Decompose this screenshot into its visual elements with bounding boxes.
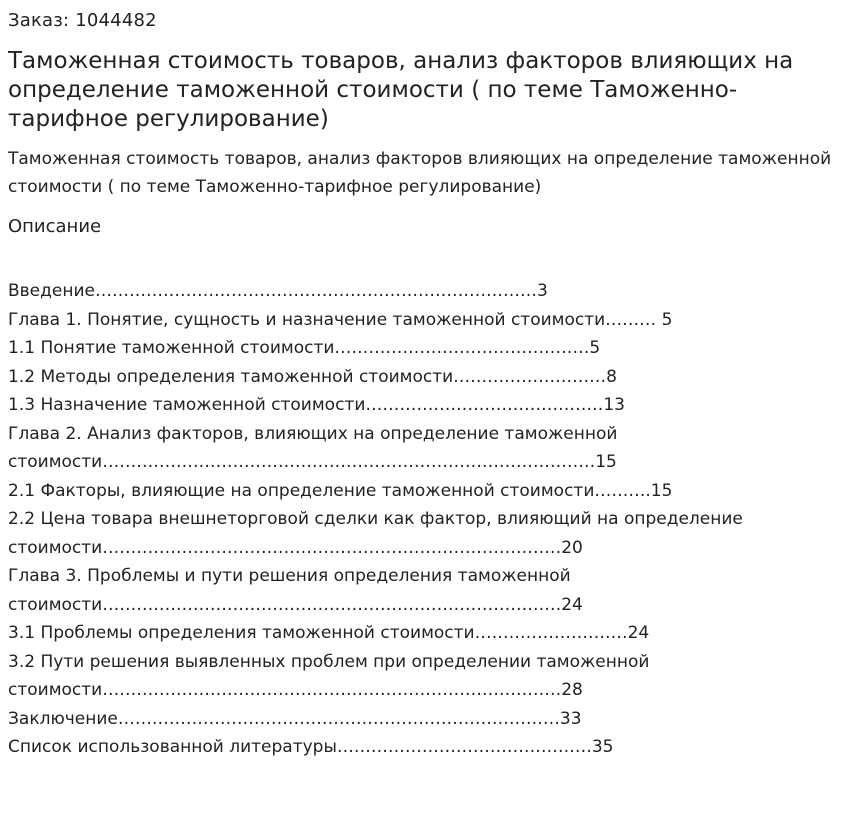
- toc-entry: 3.1 Проблемы определения таможенной стоимости………………………24: [8, 623, 650, 643]
- toc-entry: Глава 1. Понятие, сущность и назначение таможенной стоимости……… 5: [8, 309, 673, 330]
- toc-entry: 1.1 Понятие таможенной стоимости………………………………………5: [8, 338, 601, 358]
- toc-entry: 1.3 Назначение таможенной стоимости……………………………………13: [8, 395, 625, 415]
- page-subtitle: Таможенная стоимость товаров, анализ факторов влияющих на определение таможенной стоимости ( по теме Таможенно-тарифное регулирование): [8, 149, 832, 197]
- toc-entry: Введение……………………………………………………………………3: [8, 281, 548, 301]
- toc-entry: Глава 3. Проблемы и пути решения определения таможенной стоимости………………………………………………………………………24: [8, 566, 583, 615]
- toc-entry: Заключение……………………………………………………………………33: [8, 708, 582, 729]
- toc-entry: 3.2 Пути решения выявленных проблем при определении таможенной стоимости………………………………………………………………………28: [8, 651, 650, 700]
- order-number: Заказ: 1044482: [8, 10, 157, 31]
- toc-entry: Глава 2. Анализ факторов, влияющих на определение таможенной стоимости……………………………………………………………………………15: [8, 423, 618, 472]
- toc-entry: Список использованной литературы………………………………………35: [8, 737, 614, 757]
- page-title: Таможенная стоимость товаров, анализ факторов влияющих на определение таможенной стоимости ( по теме Таможенно-тарифное регулирование): [8, 48, 794, 132]
- description-heading: Описание: [8, 216, 102, 237]
- table-of-contents: [8, 277, 838, 762]
- toc-entry: 1.2 Методы определения таможенной стоимости………………………8: [8, 366, 617, 387]
- toc-entry: 2.1 Факторы, влияющие на определение таможенной стоимости……….15: [8, 480, 673, 501]
- toc-entry: 2.2 Цена товара внешнеторговой сделки как фактор, влияющий на определение стоимости………………………………………………………………………20: [8, 509, 743, 558]
